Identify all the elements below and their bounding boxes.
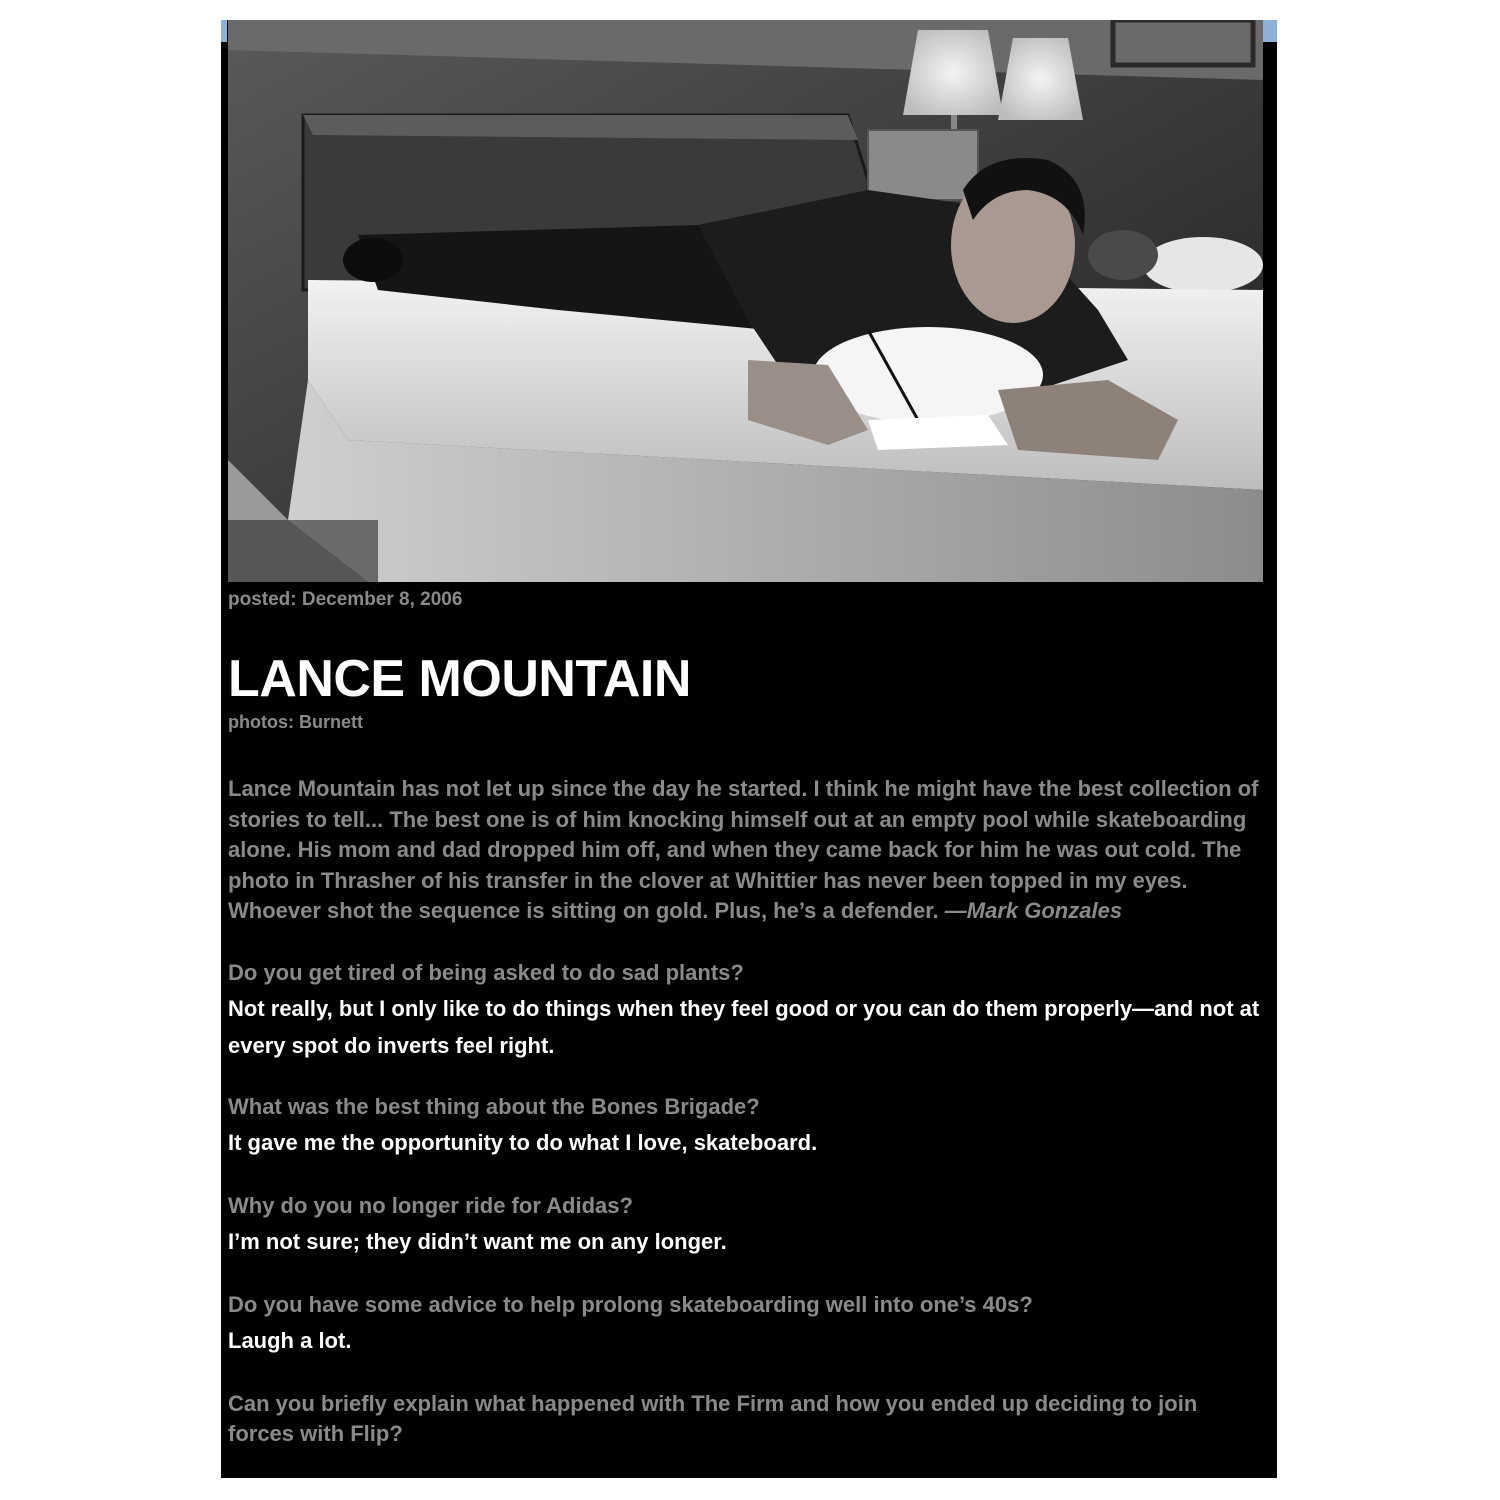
qa-item [228, 1191, 1268, 1260]
answer: Laugh a lot. [228, 1327, 352, 1353]
article-page [221, 20, 1277, 1478]
question: Do you get tired of being asked to do sad plants? [228, 959, 744, 985]
posted-date: posted: December 8, 2006 [228, 589, 463, 610]
photo-credit: photos: Burnett [228, 712, 363, 732]
qa-item [228, 1092, 1268, 1161]
question: Can you briefly explain what happened with The Firm and how you ended up deciding to join forces with Flip? [228, 1390, 1198, 1446]
window-edge-accent-right [1263, 20, 1277, 42]
article-title: LANCE MOUNTAIN [228, 650, 691, 708]
article-photo [228, 20, 1263, 582]
qa-item [228, 1389, 1268, 1449]
question: Do you have some advice to help prolong skateboarding well into one’s 40s? [228, 1291, 1033, 1317]
intro-text: Lance Mountain has not let up since the day he started. I think he might have the best collection of stories to tell... The best one is of him knocking himself out at an empty pool while skateboarding alone. His mom and dad dropped him off, and when they came back for him he was out cold. The photo in Thrasher of his transfer in the clover at Whittier has never been topped in my eyes. Whoever shot the sequence is sitting on gold. Plus, he’s a defender. [228, 776, 1259, 923]
answer: I’m not sure; they didn’t want me on any longer. [228, 1228, 727, 1254]
photo-man-writing-on-bed [228, 20, 1263, 582]
answer: Not really, but I only like to do things when they feel good or you can do them properly—and not at every spot do inverts feel right. [228, 995, 1260, 1058]
article-content [228, 588, 1268, 1449]
answer: It gave me the opportunity to do what I love, skateboard. [228, 1129, 818, 1155]
question: Why do you no longer ride for Adidas? [228, 1192, 633, 1218]
qa-item [228, 1290, 1268, 1359]
question: What was the best thing about the Bones Brigade? [228, 1093, 760, 1119]
window-edge-accent [221, 20, 227, 42]
intro-paragraph [228, 774, 1263, 927]
intro-signature: —Mark Gonzales [944, 898, 1123, 923]
qa-item [228, 958, 1268, 1064]
